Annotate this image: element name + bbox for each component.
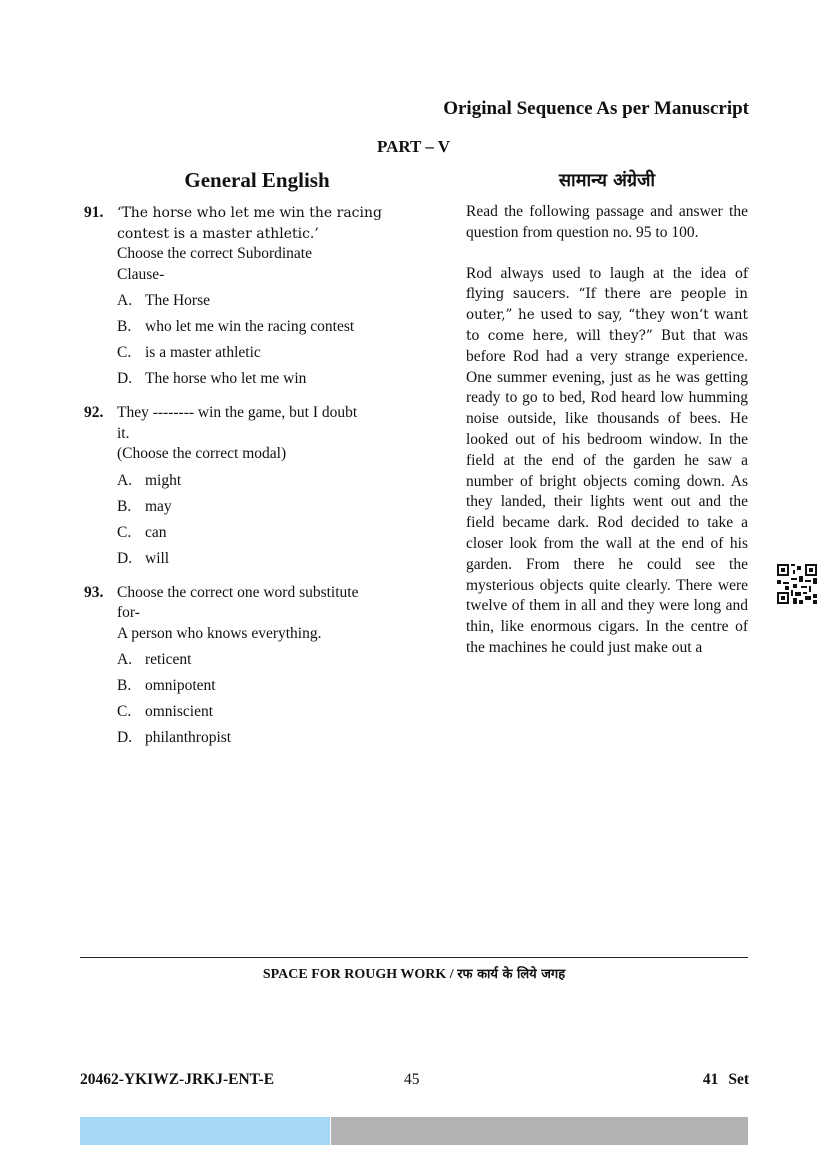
section-title-hindi: सामान्य अंग्रेजी bbox=[558, 170, 656, 191]
rough-work-label-english: SPACE FOR ROUGH WORK / bbox=[262, 967, 458, 982]
question-3 bbox=[80, 583, 415, 755]
option-a bbox=[117, 291, 415, 317]
option-text: omniscient bbox=[145, 703, 214, 720]
option-list bbox=[117, 471, 415, 575]
option-b bbox=[117, 317, 415, 343]
option-text: can bbox=[145, 523, 167, 541]
page-number: 45 bbox=[404, 1071, 420, 1088]
option-text: reticent bbox=[145, 651, 192, 668]
option-letter: C. bbox=[117, 703, 132, 720]
question-text-line: Choose the correct Subordinate bbox=[117, 245, 312, 262]
option-c bbox=[117, 523, 415, 549]
option-b bbox=[117, 497, 415, 523]
passage-start: Rod always used to laugh at the idea bbox=[466, 264, 727, 282]
set-text: Set bbox=[728, 1071, 749, 1088]
option-text: may bbox=[145, 497, 172, 515]
option-b bbox=[117, 676, 415, 702]
question-text-line: for- bbox=[117, 604, 140, 621]
rough-work-label bbox=[80, 964, 748, 983]
option-a bbox=[117, 650, 415, 676]
question-2 bbox=[80, 403, 415, 575]
option-text: The horse who let me win bbox=[145, 370, 307, 387]
passage-quote: of flying saucers. “If there are people in outer,” he used to say, “they won‘t want to come here, will they?” But bbox=[466, 265, 749, 344]
option-letter: A. bbox=[117, 651, 133, 668]
option-a bbox=[117, 471, 415, 497]
qr-code-icon bbox=[777, 564, 817, 604]
footer-bar-blue bbox=[80, 1117, 330, 1145]
option-d bbox=[117, 549, 415, 575]
option-letter: D. bbox=[117, 549, 133, 567]
option-text: will bbox=[145, 549, 170, 567]
question-text-line: A person who knows everything. bbox=[117, 624, 322, 642]
footer-bar-gray bbox=[331, 1117, 748, 1145]
option-text: is a master athletic bbox=[145, 344, 261, 361]
question-text-line: it. bbox=[117, 424, 130, 442]
question-1 bbox=[80, 203, 415, 395]
question-number: 93. bbox=[84, 583, 104, 601]
booklet-code: 20462-YKIWZ-JRKJ-ENT-E bbox=[80, 1071, 275, 1088]
option-text: The Horse bbox=[145, 292, 210, 309]
section-title-english: General English bbox=[184, 168, 330, 192]
option-d bbox=[117, 728, 415, 754]
option-list bbox=[117, 650, 415, 754]
rough-work-divider bbox=[80, 957, 748, 958]
part-title: PART – V bbox=[376, 137, 451, 156]
set-number: 41 bbox=[702, 1071, 719, 1088]
option-d bbox=[117, 369, 415, 395]
rough-work-label-hindi: रफ कार्य के लिये जगह bbox=[457, 967, 566, 982]
option-text: omnipotent bbox=[145, 677, 216, 694]
option-letter: B. bbox=[117, 677, 132, 694]
option-letter: C. bbox=[117, 344, 132, 361]
question-text-line: They -------- win the game, but I doubt bbox=[117, 404, 358, 421]
option-text: philanthropist bbox=[145, 729, 232, 746]
option-text: who let me win the racing contest bbox=[145, 318, 355, 335]
option-list bbox=[117, 291, 415, 395]
option-letter: C. bbox=[117, 523, 132, 541]
questions-column bbox=[80, 203, 415, 762]
question-text-line: (Choose the correct modal) bbox=[117, 445, 287, 462]
option-letter: B. bbox=[117, 497, 132, 515]
set-label bbox=[703, 1071, 749, 1089]
option-letter: B. bbox=[117, 318, 132, 335]
sequence-title: Original Sequence As per Manuscript bbox=[443, 98, 749, 119]
passage-column bbox=[466, 202, 748, 659]
option-c bbox=[117, 343, 415, 369]
question-text-line: Clause- bbox=[117, 265, 165, 283]
question-quote-line: ‘The horse who let me win the racing bbox=[117, 205, 382, 221]
option-letter: A. bbox=[117, 292, 133, 309]
question-quote-line: contest is a master athletic.’ bbox=[117, 225, 319, 242]
question-text-line: Choose the correct one word substitute bbox=[117, 583, 359, 601]
option-c bbox=[117, 702, 415, 728]
option-text: might bbox=[145, 471, 182, 489]
question-number: 91. bbox=[84, 204, 104, 221]
passage-intro: Read the following passage and answer the question from question no. 95 to 100. bbox=[466, 203, 748, 241]
passage-rest: that was before Rod had a very strange experience. One summer evening, just as he was getting ready to go to bed, Rod heard low humming noise outside, like thousands of bees. He looked out of his bedroom window. In the field at the end of the garden he saw a number of bright objects coming down. As they landed, their lights went out and the field became dark. Rod decided to take a closer look from the wall at the end of his garden. From there he could see the mysterious objects quite clearly. There were twelve of them in all and they were long and thin, like enormous cigars. In the centre of the machines he could just make out a bbox=[466, 326, 748, 656]
passage-text bbox=[466, 264, 748, 659]
option-letter: A. bbox=[117, 471, 133, 489]
question-number: 92. bbox=[84, 404, 104, 421]
option-letter: D. bbox=[117, 370, 133, 387]
option-letter: D. bbox=[117, 729, 133, 746]
